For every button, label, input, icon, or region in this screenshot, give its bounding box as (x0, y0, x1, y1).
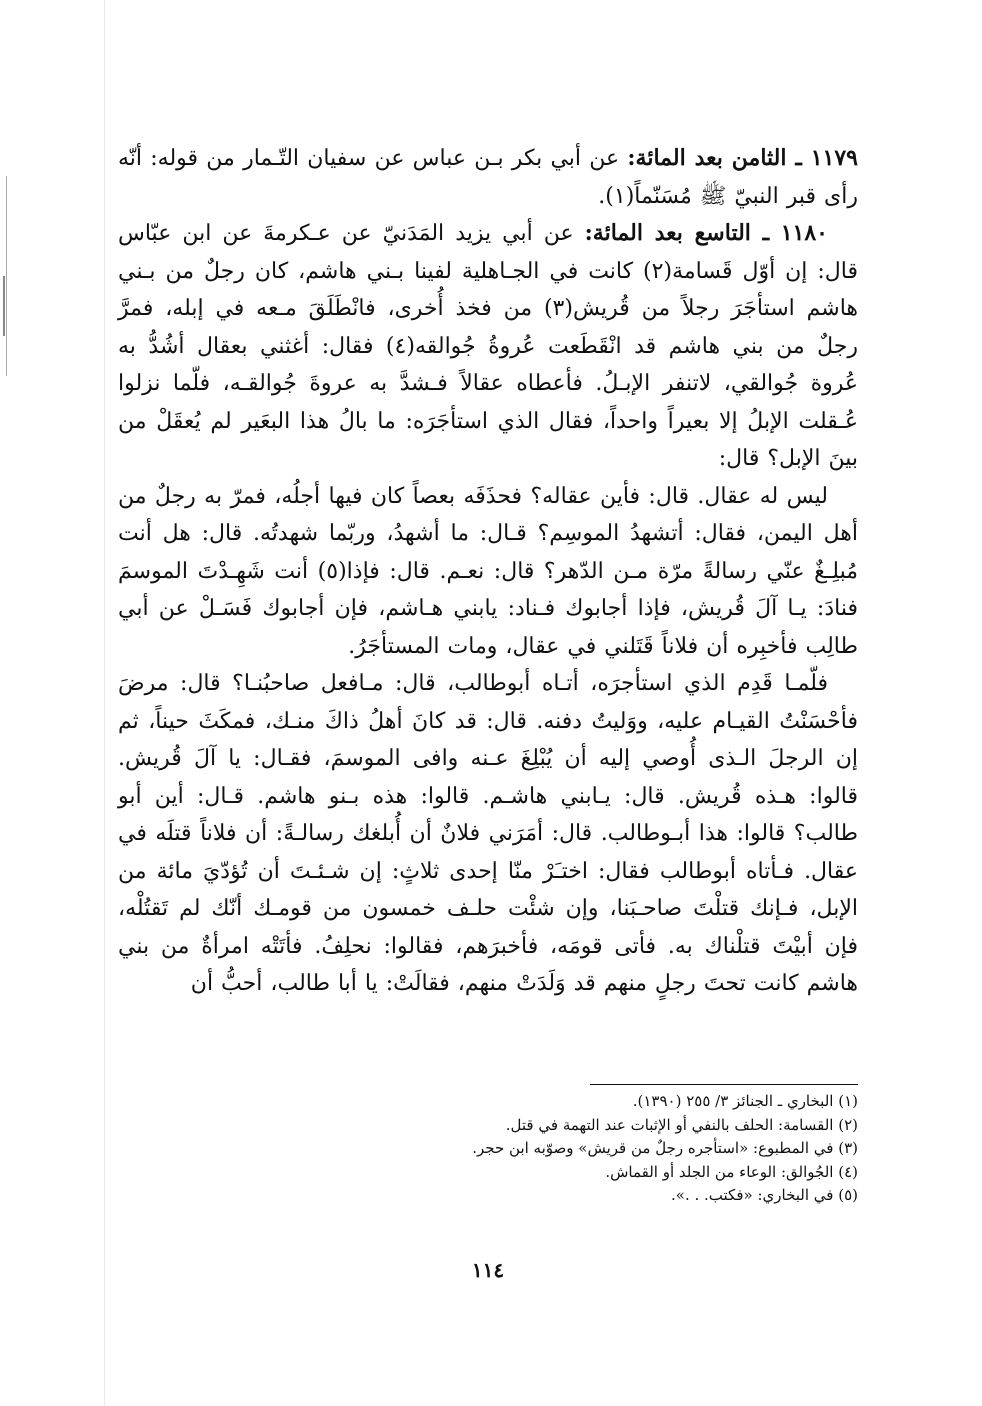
paragraph-4: فلّمـا قَدِم الذي استأجرَه، أتـاه أبوطالب، قال: مـافعل صاحبُنـا؟ قال: مرضَ فأحْسَنْتُ القيـام عليه، ووَليتُ دفنه. قال: قد كانَ أهلُ ذاكَ منـك، فمكَثَ حيناً، ثم إن الرجلَ الـذى أُوصي إليه أن يُبْلِغَ عـنه وافى الموسمَ، فقـال: يا آلَ قُريش. قالوا: هـذه قُريش. قال: يـابني هاشـم. قالوا: هذه بـنو هاشم. قـال: أين أبو طالب؟ قالوا: هذا أبـوطالب. قال: أمَرَني فلانٌ أن أُبلغك رسالـةً: أن فلاناً قتلَه في عقال. فـأتاه أبوطالب فقال: اختـَرْ منّا إحدى ثلاثٍ: إن شـئـتَ أن تُؤدّيَ مائة من الإبل، فـإنك قتلْتَ صاحـبَنا، وإن شئْت حلـف خمسون من قومـك أنّك لم تَقتُلْه، فإن أبيْتَ قتلْناك به. فأتى قومَه، فأخبرَهم، فقالوا: نحلِفُ. فأتَتْه امرأةٌ من بني هاشم كانت تحتَ رجلٍ منهم قد وَلَدَتْ منهم، فقالَتْ: يا أبا طالب، أحبُّ أن (118, 671, 858, 996)
paragraph-heading: ١١٨٠ ـ التاسع بعد المائة: (584, 220, 828, 246)
scan-edge-mark (3, 276, 5, 336)
footnote-separator (590, 1084, 858, 1085)
paragraph-1179 (118, 140, 858, 215)
paragraph-heading: ١١٧٩ ـ الثامن بعد المائة: (627, 145, 858, 171)
scan-edge-mark (6, 176, 7, 376)
paragraph-3: ليس له عقال. قال: فأين عقاله؟ فحذَفَه بعصاً كان فيها أجلُه، فمرّ به رجلٌ من أهل اليمن، فقال: أتشهدُ الموسِم؟ قـال: ما أشهدُ، وربّما شهدتُه. قال: هل أنت مُبلِـغٌ عنّي رسالةً مرّة مـن الدّهر؟ قال: نعـم. قال: فإذا(٥) أنت شَهِـدْتَ الموسمَ فنادَ: يـا آلَ قُريش، فإذا أجابوك فـناد: يابني هـاشم، فإن أجابوك فَسَـلْ عن أبي طالِب فأخبِره أن فلاناً قَتَلني في عقال، ومات المستأجَرُ. (118, 483, 858, 659)
paragraph-text: عن أبي يزيد المَدَنيّ عن عـكرمةَ عن ابن عبّاس قال: إن أوّل قَسامة(٢) كانت في الجـاهلية لفينا بـني هاشم، كان رجلٌ من بـني هاشم استأجَرَ رجلاً من قُريش(٣) من فخذ أُخرى، فانْطَلَقَ مـعه في إبله، فمرَّ رجلٌ من بني هاشم قد انْقَطَعت عُروةُ جُوالقه(٤) فقال: أغثني بعقال أشُدُّ به عُروة جُوالقي، لاتنفر الإبـلُ. فأعطاه عقالاً فـشدَّ به عروةَ جُوالقـه، فلّما نزلوا عُـقلت الإبلُ إلا بعيراً واحداً، فقال الذي استأجَرَه: ما بالُ هذا البعَير لم يُعقَلْ من بينَ الإبل؟ قال: (118, 221, 859, 471)
footnote-item: (١) البخاري ـ الجنائز ٣/ ٢٥٥ (١٣٩٠). (632, 1092, 858, 1110)
footnote-item: (٥) في البخاري: «فكتب. . .». (671, 1186, 858, 1204)
paragraph-1180 (118, 215, 858, 478)
page-content (118, 140, 858, 1320)
footnote-item: (٣) في المطبوع: «استأجره رجلٌ من قريش» وصوّبه ابن حجر. (472, 1139, 858, 1157)
page-number: ١١٤ (471, 1258, 505, 1282)
footnote-item: (٤) الجُوالق: الوعاء من الجلد أو القماش. (605, 1162, 858, 1181)
footnote-item: (٢) القسامة: الحلف بالنفي أو الإثبات عند التهمة في قتل. (505, 1115, 858, 1134)
paragraph-text: عن أبي بكر بـن عباس عن سفيان التّـمار من قوله: أنّه رأى قبر النبيّ ﷺ مُسَنّماً(١). (118, 146, 858, 209)
footnotes (118, 1090, 858, 1208)
scan-edge-mark (104, 0, 105, 1406)
